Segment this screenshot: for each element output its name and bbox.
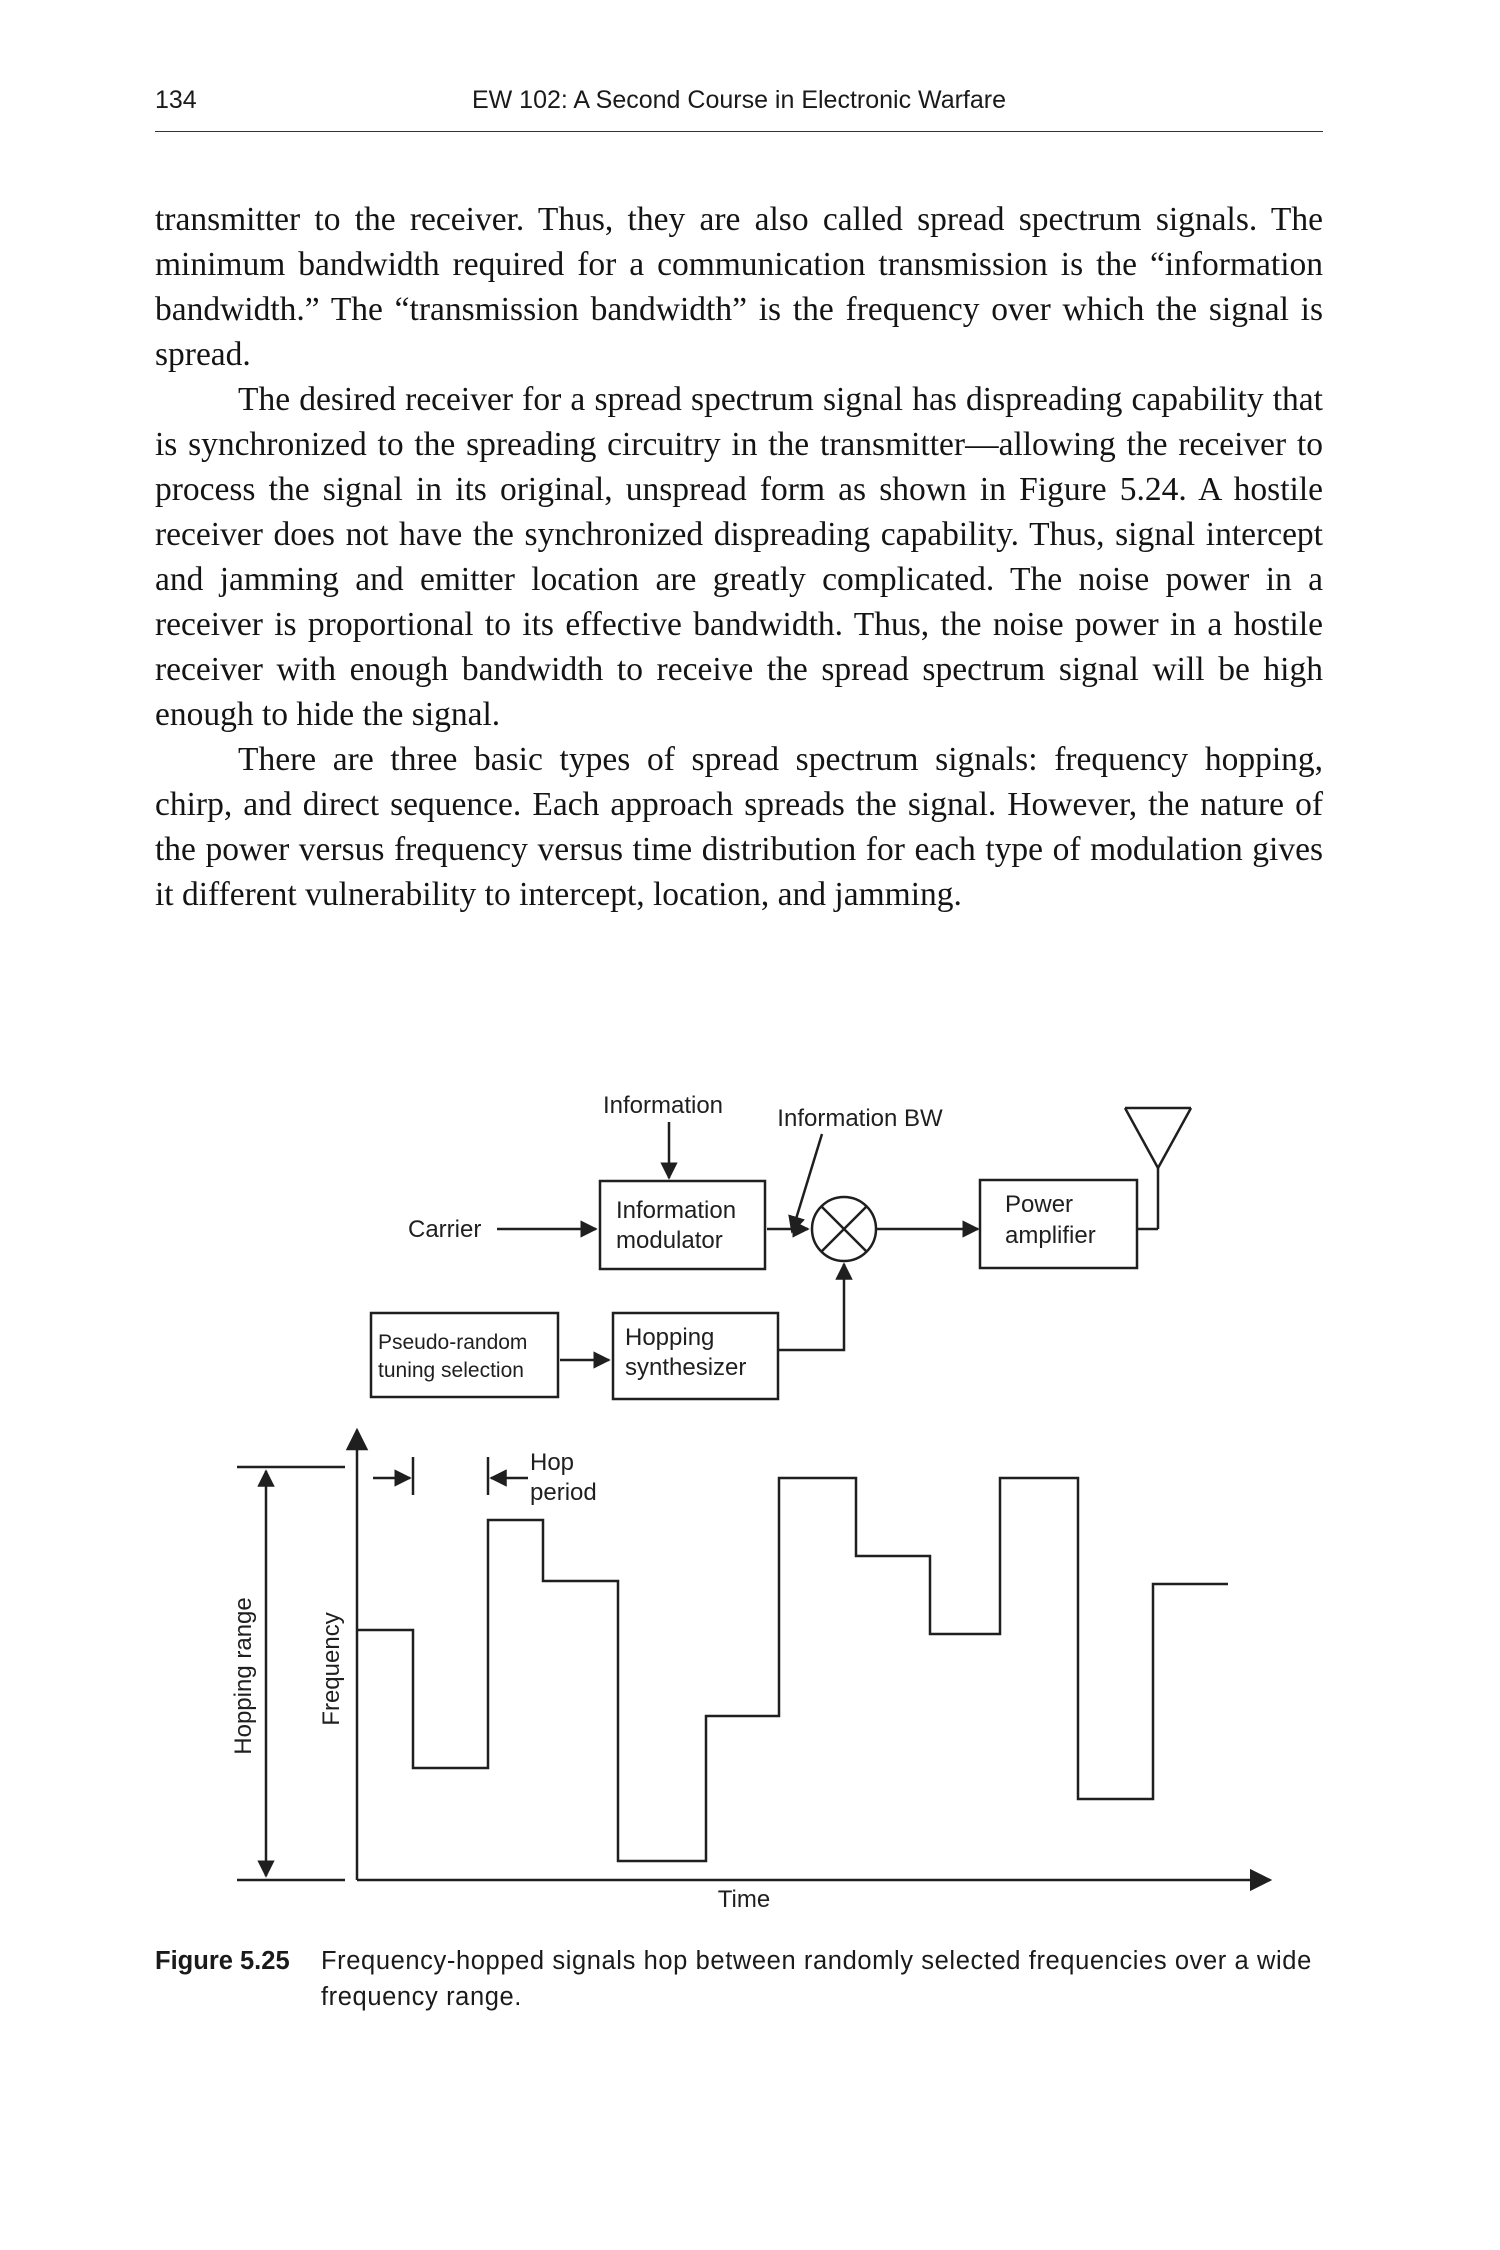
paragraph-1: transmitter to the receiver. Thus, they are also called spread spectrum signals. The minimum bandwidth required for a communication transmission is the “information bandwidth.” The “transmission bandwidth” is the frequency over which the signal is spread. — [155, 201, 1323, 373]
hop-period-label: Hop period — [530, 1449, 597, 1506]
book-title: EW 102: A Second Course in Electronic Warfare — [471, 86, 1007, 114]
information-label: Information — [602, 1092, 724, 1119]
information-bw-label: Information BW — [777, 1105, 943, 1132]
pseudo-random-tuning-label: Pseudo-random tuning selection — [378, 1331, 528, 1382]
caption-text: Frequency-hopped signals hop between randomly selected frequencies over a wide frequency range. — [321, 1947, 1312, 2011]
frequency-axis-label: Frequency — [318, 1612, 345, 1726]
hopping-synthesizer-label: Hopping synthesizer — [625, 1324, 747, 1381]
time-axis-label: Time — [717, 1886, 771, 1913]
running-head — [155, 86, 1323, 122]
page-number: 134 — [155, 86, 197, 114]
hopping-range-label: Hopping range — [230, 1597, 257, 1755]
synthesizer-to-mixer-arrow — [778, 1264, 844, 1350]
carrier-label: Carrier — [408, 1216, 482, 1243]
information-modulator-box — [600, 1181, 765, 1269]
mixer-symbol — [812, 1197, 876, 1261]
antenna-icon — [1125, 1108, 1191, 1229]
block-diagram — [371, 1092, 1191, 1399]
paragraph-3: There are three basic types of spread spectrum signals: frequency hopping, chirp, and direct sequence. Each approach spreads the signal. However, the nature of the power versus frequency versus time distribution for each type of modulation gives it different vulnerability to intercept, location, and jamming. — [155, 741, 1323, 913]
hopping-synthesizer-box — [613, 1313, 778, 1399]
caption-label: Figure 5.25 — [155, 1947, 290, 1975]
pseudo-random-tuning-box — [371, 1313, 558, 1397]
body-text — [155, 197, 1323, 917]
figure-caption — [155, 1943, 1330, 2015]
power-amplifier-box — [980, 1180, 1137, 1268]
frequency-hop-trace — [357, 1478, 1228, 1861]
paragraph-2: The desired receiver for a spread spectrum signal has dispreading capability that is synchronized to the spreading circuitry in the transmitter—allowing the receiver to process the signal in its original, unspread form as shown in Figure 5.24. A hostile receiver does not have the synchronized dispreading capability. Thus, signal intercept and jamming and emitter location are greatly complicated. The noise power in a receiver is proportional to its effective bandwidth. Thus, the noise power in a hostile receiver with enough bandwidth to receive the spread spectrum signal will be high enough to hide the signal. — [155, 381, 1323, 733]
information-bw-pointer — [792, 1134, 822, 1232]
information-modulator-label: Information modulator — [616, 1197, 737, 1254]
header-rule — [155, 131, 1323, 132]
hop-plot — [237, 1430, 1270, 1880]
power-amplifier-label: Power amplifier — [1005, 1191, 1096, 1249]
